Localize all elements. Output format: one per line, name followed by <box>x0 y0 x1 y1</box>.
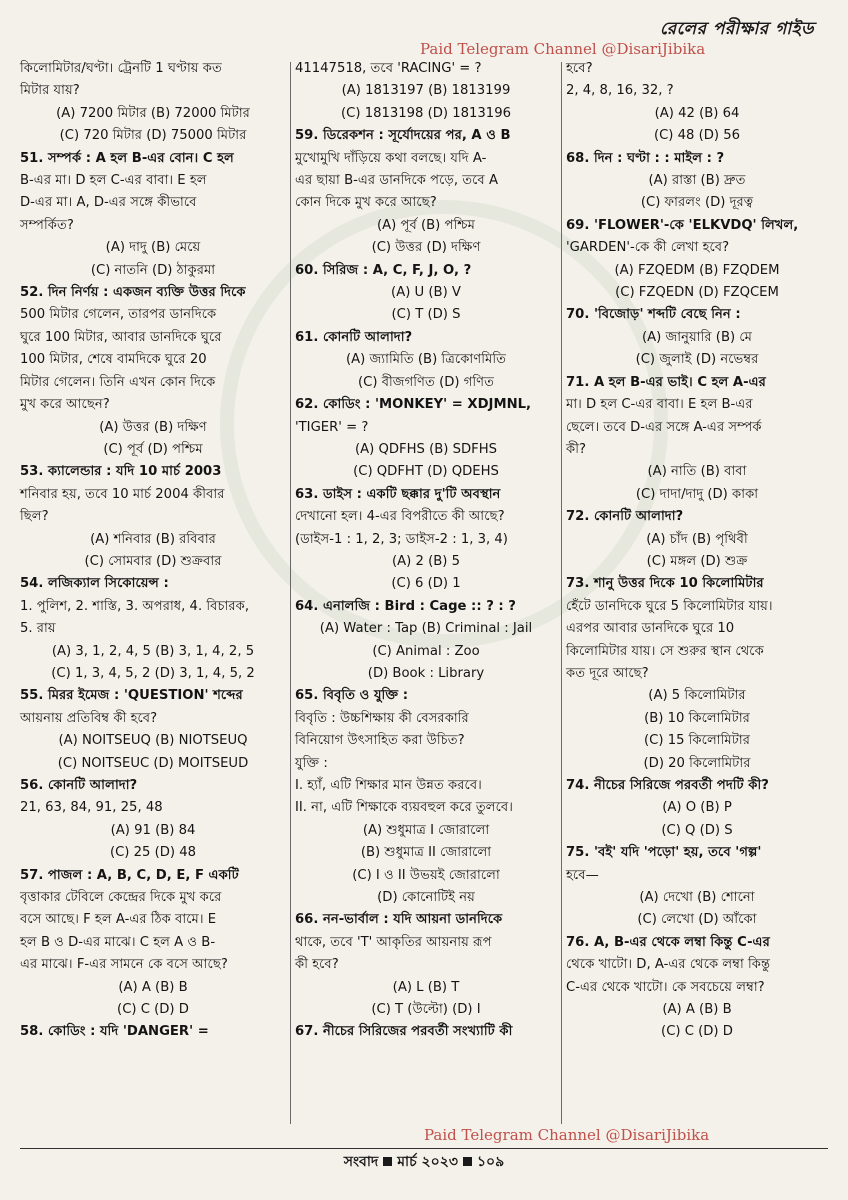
text-line: সম্পর্কিত? <box>20 217 74 233</box>
text-line: হল B ও D-এর মাঝে। C হল A ও B- <box>20 934 216 950</box>
question-line: 57. পাজল : A, B, C, D, E, F একটি <box>20 867 239 883</box>
text-line: মুখোমুখি দাঁড়িয়ে কথা বলছে। যদি A- <box>295 150 487 166</box>
question-line: 51. সম্পর্ক : A হল B-এর বোন। C হল <box>20 150 234 166</box>
text-line: 41147518, তবে 'RACING' = ? <box>295 61 482 76</box>
footer-rule <box>20 1148 828 1149</box>
magazine-logo: সংবাদ <box>343 1154 379 1170</box>
option-line: (C) NOITSEUC (D) MOITSEUD <box>57 755 249 771</box>
text-line: যুক্তি : <box>295 755 328 771</box>
option-line: (D) 20 কিলোমিটার <box>643 755 751 771</box>
text-line: কিলোমিটার যায়। সে শুরুর স্থান থেকে <box>566 643 764 659</box>
text-line: কী? <box>566 441 586 457</box>
option-line: (A) Water : Tap (B) Criminal : Jail <box>319 621 533 637</box>
text-line: দেখানো হল। 4-এর বিপরীতে কী আছে? <box>295 509 505 525</box>
text-line: কত দূরে আছে? <box>566 665 649 681</box>
option-line: (A) দাদু (B) মেয়ে <box>105 240 201 256</box>
column-divider <box>561 62 562 1124</box>
option-line: (C) 720 মিটার (D) 75000 মিটার <box>59 128 247 144</box>
option-line: (A) শুধুমাত্র I জোরালো <box>362 822 490 838</box>
text-line: 500 মিটার গেলেন, তারপর ডানদিকে <box>20 307 217 323</box>
option-line: (A) QDFHS (B) SDFHS <box>354 441 498 457</box>
text-line: 2, 4, 8, 16, 32, ? <box>566 83 674 99</box>
text-line: শনিবার হয়, তবে 10 মার্চ 2004 কীবার <box>20 486 225 502</box>
question-line: 53. ক্যালেন্ডার : যদি 10 মার্চ 2003 <box>20 464 222 480</box>
text-line: ছেলে। তবে D-এর সঙ্গে A-এর সম্পর্ক <box>566 419 762 435</box>
option-line: (B) শুধুমাত্র II জোরালো <box>360 845 492 861</box>
option-line: (C) বীজগণিত (D) গণিত <box>358 374 494 390</box>
question-line: 52. দিন নির্ণয় : একজন ব্যক্তি উত্তর দিকে <box>20 285 246 301</box>
text-line: বসে আছে। F হল A-এর ঠিক বামে। E <box>20 912 217 928</box>
option-line: (C) জুলাই (D) নভেম্বর <box>635 352 759 368</box>
column-right <box>566 58 828 1044</box>
text-line: I. হ্যাঁ, এটি শিক্ষার মান উন্নত করবে। <box>295 778 482 793</box>
option-line: (A) জ্যামিতি (B) ত্রিকোণমিতি <box>346 352 506 368</box>
option-line: (C) সোমবার (D) শুক্রবার <box>84 553 222 569</box>
option-line: (A) 3, 1, 2, 4, 5 (B) 3, 1, 4, 2, 5 <box>51 643 255 659</box>
question-line: 70. 'বিজোড়' শব্দটি বেছে নিন : <box>566 307 741 323</box>
text-line: হবে? <box>566 61 593 76</box>
text-line: ছিল? <box>20 509 49 525</box>
text-line: কোন দিকে মুখ করে আছে? <box>295 195 437 211</box>
option-line: (A) A (B) B <box>662 1002 732 1018</box>
question-line: 59. ডিরেকশন : সূর্যোদয়ের পর, A ও B <box>295 128 511 144</box>
option-line: (A) 1813197 (B) 1813199 <box>341 83 511 99</box>
text-line: ঘুরে 100 মিটার, আবার ডানদিকে ঘুরে <box>20 329 222 345</box>
question-line: 69. 'FLOWER'-কে 'ELKVDQ' লিখল, <box>566 217 799 233</box>
option-line: (A) NOITSEUQ (B) NIOTSEUQ <box>58 733 248 749</box>
question-line: 71. A হল B-এর ভাই। C হল A-এর <box>566 374 766 390</box>
option-line: (C) 1813198 (D) 1813196 <box>341 105 511 121</box>
option-line: (A) 42 (B) 64 <box>654 105 740 121</box>
text-line: 100 মিটার, শেষে বামদিকে ঘুরে 20 <box>20 352 207 368</box>
text-line: বিনিয়োগ উৎসাহিত করা উচিত? <box>295 733 465 749</box>
page-footer <box>0 1150 848 1174</box>
text-line: মিটার যায়? <box>20 83 80 99</box>
option-line: (C) T (D) S <box>391 307 461 323</box>
option-line: (A) L (B) T <box>392 979 460 995</box>
option-line: (C) C (D) D <box>117 1002 189 1018</box>
column-middle <box>295 58 557 1044</box>
option-line: (A) 7200 মিটার (B) 72000 মিটার <box>56 105 250 121</box>
page-header: রেলের পরীক্ষার গাইড <box>659 19 814 39</box>
text-line: C-এর থেকে খাটো। কে সবচেয়ে লম্বা? <box>566 979 765 995</box>
question-line: 73. শানু উত্তর দিকে 10 কিলোমিটার <box>566 576 764 592</box>
option-line: (C) 6 (D) 1 <box>391 576 461 592</box>
option-line: (A) 5 কিলোমিটার <box>648 688 746 704</box>
text-line: মুখ করে আছেন? <box>20 397 110 413</box>
option-line: (A) উত্তর (B) দক্ষিণ <box>99 419 207 435</box>
option-line: (C) FZQEDN (D) FZQCEM <box>615 285 779 301</box>
option-line: (A) জানুয়ারি (B) মে <box>641 329 752 345</box>
telegram-watermark-top: Paid Telegram Channel @DisariJibika <box>420 40 706 58</box>
option-line: (C) QDFHT (D) QDEHS <box>353 464 499 480</box>
text-line: কী হবে? <box>295 957 339 973</box>
text-line: এর ছায়া B-এর ডানদিকে পড়ে, তবে A <box>295 173 498 189</box>
option-line: (C) 1, 3, 4, 5, 2 (D) 3, 1, 4, 5, 2 <box>51 665 255 681</box>
text-line: 'GARDEN'-কে কী লেখা হবে? <box>566 240 730 256</box>
page-number: ১০৯ <box>476 1154 505 1170</box>
option-line: (C) মঙ্গল (D) শুক্র <box>646 553 748 569</box>
option-line: (D) কোনোটিই নয় <box>377 890 475 906</box>
option-line: (A) পূর্ব (B) পশ্চিম <box>376 217 476 233</box>
text-line: II. না, এটি শিক্ষাকে ব্যয়বহুল করে তুলবে। <box>295 800 513 816</box>
question-line: 66. নন-ভার্বাল : যদি আয়না ডানদিকে <box>295 912 503 928</box>
text-line: থেকে খাটো। D, A-এর থেকে লম্বা কিন্তু <box>566 957 771 973</box>
option-line: (C) 48 (D) 56 <box>653 128 741 144</box>
option-line: (C) নাতনি (D) ঠাকুরমা <box>90 262 216 278</box>
text-line: থাকে, তবে 'T' আকৃতির আয়নায় রূপ <box>295 934 492 950</box>
option-line: (A) A (B) B <box>118 979 188 995</box>
telegram-watermark-bottom: Paid Telegram Channel @DisariJibika <box>424 1126 710 1144</box>
option-line: (C) I ও II উভয়ই জোরালো <box>352 867 500 883</box>
text-line: 21, 63, 84, 91, 25, 48 <box>20 800 163 816</box>
question-line: 58. কোডিং : যদি 'DANGER' = <box>20 1024 209 1040</box>
option-line: (C) 25 (D) 48 <box>109 845 197 861</box>
text-line: বিবৃতি : উচ্চশিক্ষায় কী বেসরকারি <box>295 710 469 726</box>
text-line: এর মাঝে। F-এর সামনে কে বসে আছে? <box>20 957 228 973</box>
question-line: 64. এনালজি : Bird : Cage :: ? : ? <box>295 598 516 614</box>
option-line: (A) নাতি (B) বাবা <box>647 464 747 480</box>
text-line: 5. রায় <box>20 621 56 637</box>
text-line: 1. পুলিশ, 2. শাস্তি, 3. অপরাধ, 4. বিচারক, <box>20 598 250 614</box>
text-line: কিলোমিটার/ঘণ্টা। ট্রেনটি 1 ঘণ্টায় কত <box>20 61 222 76</box>
option-line: (A) O (B) P <box>662 800 732 816</box>
text-line: এরপর আবার ডানদিকে ঘুরে 10 <box>566 621 735 637</box>
text-line: 'TIGER' = ? <box>295 419 369 435</box>
question-line: 74. নীচের সিরিজে পরবর্তী পদটি কী? <box>566 778 769 793</box>
question-line: 56. কোনটি আলাদা? <box>20 778 138 793</box>
text-line: (ডাইস-1 : 1, 2, 3; ডাইস-2 : 1, 3, 4) <box>295 531 508 547</box>
square-bullet-icon <box>383 1157 392 1166</box>
question-line: 75. 'বই' যদি 'পড়ো' হয়, তবে 'গল্প' <box>566 845 762 861</box>
question-line: 62. কোডিং : 'MONKEY' = XDJMNL, <box>295 397 532 413</box>
option-line: (C) C (D) D <box>661 1024 733 1040</box>
question-line: 55. মিরর ইমেজ : 'QUESTION' শব্দের <box>20 688 243 704</box>
option-line: (C) ফারলং (D) দূরত্ব <box>640 195 754 211</box>
option-line: (C) দাদা/দাদু (D) কাকা <box>635 486 759 502</box>
square-bullet-icon <box>463 1157 472 1166</box>
question-line: 76. A, B-এর থেকে লম্বা কিন্তু C-এর <box>566 934 770 950</box>
column-left <box>20 58 286 1044</box>
option-line: (C) T (উল্টো) (D) I <box>371 1002 481 1018</box>
column-divider <box>290 62 291 1124</box>
text-line: B-এর মা। D হল C-এর বাবা। E হল <box>20 173 207 189</box>
option-line: (A) FZQEDM (B) FZQDEM <box>614 262 780 278</box>
option-line: (A) চাঁদ (B) পৃথিবী <box>646 531 748 547</box>
option-line: (A) U (B) V <box>391 285 461 301</box>
text-line: হেঁটে ডানদিকে ঘুরে 5 কিলোমিটার যায়। <box>566 598 773 614</box>
question-line: 60. সিরিজ : A, C, F, J, O, ? <box>295 262 472 278</box>
question-line: 67. নীচের সিরিজের পরবর্তী সংখ্যাটি কী <box>295 1024 513 1040</box>
option-line: (A) 2 (B) 5 <box>391 553 460 569</box>
option-line: (A) শনিবার (B) রবিবার <box>90 531 216 547</box>
option-line: (C) উত্তর (D) দক্ষিণ <box>371 240 481 256</box>
option-line: (C) Q (D) S <box>661 822 733 838</box>
option-line: (C) লেখো (D) আঁকো <box>637 912 757 928</box>
text-line: মিটার গেলেন। তিনি এখন কোন দিকে <box>20 374 216 390</box>
text-line: বৃত্তাকার টেবিলে কেন্দ্রের দিকে মুখ করে <box>20 890 222 906</box>
option-line: (C) Animal : Zoo <box>372 643 480 659</box>
text-line: হবে— <box>566 867 599 883</box>
text-line: আয়নায় প্রতিবিম্ব কী হবে? <box>20 710 158 726</box>
question-line: 63. ডাইস : একটি ছক্কার দু'টি অবস্থান <box>295 486 501 502</box>
option-line: (D) Book : Library <box>367 665 485 681</box>
question-line: 65. বিবৃতি ও যুক্তি : <box>295 688 409 704</box>
option-line: (B) 10 কিলোমিটার <box>644 710 750 726</box>
option-line: (C) পূর্ব (D) পশ্চিম <box>103 441 203 457</box>
option-line: (A) 91 (B) 84 <box>110 822 196 838</box>
option-line: (A) দেখো (B) শোনো <box>639 890 755 906</box>
option-line: (C) 15 কিলোমিটার <box>644 733 750 749</box>
question-line: 68. দিন : ঘণ্টা : : মাইল : ? <box>566 150 725 166</box>
question-line: 61. কোনটি আলাদা? <box>295 329 413 345</box>
issue-date: মার্চ ২০২৩ <box>397 1154 458 1170</box>
option-line: (A) রাস্তা (B) দ্রুত <box>648 173 746 189</box>
text-line: মা। D হল C-এর বাবা। E হল B-এর <box>566 397 753 413</box>
text-line: D-এর মা। A, D-এর সঙ্গে কীভাবে <box>20 195 197 211</box>
question-line: 72. কোনটি আলাদা? <box>566 509 684 525</box>
question-line: 54. লজিক্যাল সিকোয়েন্স : <box>20 576 169 592</box>
